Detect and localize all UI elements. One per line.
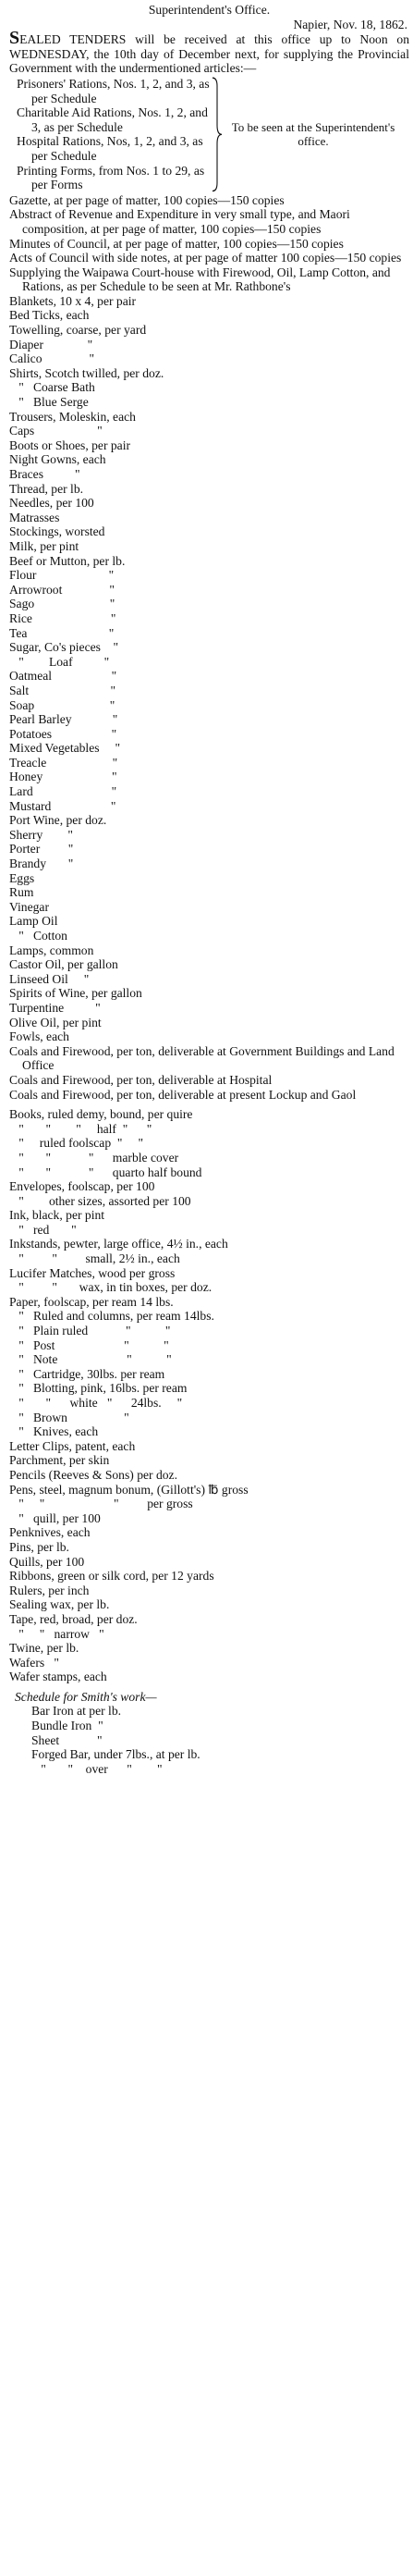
stationery-item: " Blotting, pink, 16lbs. per ream <box>9 1381 188 1396</box>
article-item: Bed Ticks, each <box>9 308 90 323</box>
stationery-item: " red " <box>9 1222 77 1237</box>
article-item: Turpentine " <box>9 1000 101 1015</box>
article-item: Towelling, coarse, per yard <box>9 323 147 338</box>
article-item: Treacle " <box>9 755 118 770</box>
stationery-item: Ribbons, green or silk cord, per 12 yards <box>9 1569 214 1584</box>
bracket-item: Charitable Aid Rations, Nos. 1, 2, and 3, as per Schedule <box>17 105 208 134</box>
stationery-item: Penknives, each <box>9 1525 91 1540</box>
article-item: Braces " <box>9 467 80 481</box>
stationery-item: " Cartridge, 30lbs. per ream <box>9 1366 165 1381</box>
stationery-item: Tape, red, broad, per doz. <box>9 1611 138 1626</box>
article-item: Night Gowns, each <box>9 452 106 467</box>
stationery-item: " Ruled and columns, per ream 14lbs. <box>9 1309 214 1324</box>
article-item: Salt " <box>9 683 116 697</box>
stationery-item: " Brown " <box>9 1410 129 1424</box>
stationery-item: Envelopes, foolscap, per 100 <box>9 1179 155 1194</box>
stationery-item: " " " quarto half bound <box>9 1165 202 1179</box>
stationery-item: " Post " " <box>9 1337 169 1352</box>
article-item: Trousers, Moleskin, each <box>9 409 136 424</box>
stationery-item: " " narrow " <box>9 1626 104 1641</box>
article-item: Boots or Shoes, per pair <box>9 438 131 452</box>
bracket-item: Printing Forms, from Nos. 1 to 29, as per Forms <box>17 163 205 192</box>
schedule-title: Schedule for Smith's work— <box>15 1689 157 1704</box>
stationery-item: " " small, 2½ in., each <box>9 1251 180 1266</box>
schedule-item: Bar Iron at per lb. <box>31 1704 122 1719</box>
schedule-item: " " over " " <box>31 1761 163 1776</box>
article-item: Rice " <box>9 610 116 625</box>
stationery-item: Paper, foolscap, per ream 14 lbs. <box>9 1294 174 1309</box>
article-item: Blankets, 10 x 4, per pair <box>9 293 137 308</box>
bracket-group <box>9 77 409 192</box>
stationery-item: " Plain ruled " " <box>9 1324 171 1338</box>
articles-list <box>9 294 409 1102</box>
stationery-item: " " " per gross <box>9 1497 193 1511</box>
stationery-item: Rulers, per inch <box>9 1583 90 1597</box>
stationery-item: Sealing wax, per lb. <box>9 1597 110 1612</box>
printing-item: Abstract of Revenue and Expenditure in very small type, and Maori composition, at per page of matter, 100 copies—150 copies <box>9 207 354 236</box>
article-item: Sago " <box>9 597 115 611</box>
article-item: Lamps, common <box>9 943 94 957</box>
article-item: Shirts, Scotch twilled, per doz. <box>9 365 164 380</box>
stationery-item: " quill, per 100 <box>9 1510 101 1525</box>
stationery-list <box>9 1107 409 1684</box>
article-item: Rum <box>9 885 34 900</box>
article-item: Coals and Firewood, per ton, deliverable at Hospital <box>9 1072 273 1087</box>
bracket-note: To be seen at the Superintendent's office. <box>231 120 395 149</box>
bracket-item: Hospital Rations, Nos, 1, 2, and 3, as per Schedule <box>17 134 203 163</box>
article-item: Coals and Firewood, per ton, deliverable at present Lockup and Gaol <box>9 1087 357 1102</box>
stationery-item: Pins, per lb. <box>9 1539 69 1554</box>
article-item: Caps " <box>9 424 103 438</box>
article-item: " Coarse Bath <box>9 380 95 395</box>
schedule-item: Sheet " <box>31 1732 103 1747</box>
article-item: Stockings, worsted <box>9 524 105 539</box>
article-item: Brandy " <box>9 857 74 871</box>
article-item: Thread, per lb. <box>9 481 84 496</box>
stationery-item: Wafers " <box>9 1655 59 1670</box>
stationery-item: " ruled foolscap " " <box>9 1136 144 1151</box>
article-item: Pearl Barley " <box>9 712 118 727</box>
stationery-item: Pencils (Reeves & Sons) per doz. <box>9 1467 177 1482</box>
article-item: Lard " <box>9 784 117 799</box>
printing-item: Acts of Council with side notes, at per page of matter 100 copies—150 copies <box>9 251 402 265</box>
article-item: Olive Oil, per pint <box>9 1015 102 1029</box>
printing-item: Gazette, at per page of matter, 100 copies—150 copies <box>9 192 285 207</box>
article-item: Potatoes " <box>9 726 117 741</box>
article-item: " Loaf " <box>9 654 110 669</box>
stationery-item: " other sizes, assorted per 100 <box>9 1193 191 1208</box>
article-item: Diaper " <box>9 337 93 351</box>
curly-brace-icon <box>211 77 224 192</box>
stationery-item: " Note " " <box>9 1352 172 1367</box>
article-item: Calico " <box>9 351 95 366</box>
drop-initial: S <box>9 28 20 49</box>
stationery-item: Letter Clips, patent, each <box>9 1438 136 1453</box>
article-item: Honey " <box>9 770 117 784</box>
article-item: Spirits of Wine, per gallon <box>9 986 142 1001</box>
office-heading: Superintendent's Office. <box>148 3 271 17</box>
article-item: Sugar, Co's pieces " <box>9 640 119 655</box>
article-item: " Cotton <box>9 929 67 943</box>
article-item: Mixed Vegetables " <box>9 741 121 756</box>
printing-item: Minutes of Council, at per page of matter, 100 copies—150 copies <box>9 236 344 251</box>
schedule-item: Forged Bar, under 7lbs., at per lb. <box>31 1747 200 1762</box>
article-item: Flour " <box>9 568 115 583</box>
article-item: Milk, per pint <box>9 538 79 553</box>
article-item: Tea " <box>9 625 115 640</box>
article-item: Fowls, each <box>9 1029 69 1044</box>
stationery-item: " " white " 24lbs. " <box>9 1396 183 1410</box>
article-item: Soap " <box>9 697 115 712</box>
stationery-item: Inkstands, pewter, large office, 4½ in., each <box>9 1237 228 1251</box>
stationery-item: " " " marble cover <box>9 1150 179 1165</box>
article-item: Sherry " <box>9 827 73 842</box>
article-item: Arrowroot " <box>9 582 115 597</box>
article-item: Lamp Oil <box>9 914 58 929</box>
stationery-item: Quills, per 100 <box>9 1554 85 1569</box>
article-item: Coals and Firewood, per ton, deliverable at Government Buildings and Land Office <box>9 1043 398 1073</box>
intro-paragraph <box>9 28 409 76</box>
stationery-item: " Knives, each <box>9 1424 99 1439</box>
article-item: Matrasses <box>9 510 60 524</box>
article-item: Needles, per 100 <box>9 496 94 511</box>
stationery-item: Books, ruled demy, bound, per quire <box>9 1107 193 1122</box>
bracket-item: Prisoners' Rations, Nos. 1, 2, and 3, as per Schedule <box>17 76 210 105</box>
article-item: Oatmeal " <box>9 669 117 684</box>
article-item: Mustard " <box>9 798 116 813</box>
article-item: " Blue Serge <box>9 395 89 410</box>
schedule-item: Bundle Iron " <box>31 1719 103 1733</box>
stationery-item: " " wax, in tin boxes, per doz. <box>9 1280 213 1295</box>
printing-item: Supplying the Waipawa Court-house with Firewood, Oil, Lamp Cotton, and Rations, as per Schedule to be seen at Mr. Rathbone's <box>9 265 394 294</box>
schedule-list <box>9 1704 409 1776</box>
article-item: Porter " <box>9 842 74 857</box>
stationery-item: Parchment, per skin <box>9 1453 110 1468</box>
article-item: Beef or Mutton, per lb. <box>9 553 126 568</box>
article-item: Eggs <box>9 870 35 885</box>
stationery-item: " " " half " " <box>9 1121 152 1136</box>
printing-list <box>9 193 409 294</box>
article-item: Vinegar <box>9 899 49 914</box>
stationery-item: Lucifer Matches, wood per gross <box>9 1265 176 1280</box>
intro-text: EALED TENDERS will be received at this office up to Noon on WEDNESDAY, the 10th day of December next, for supplying the Provincial Government with the undermentioned articles:— <box>9 32 409 76</box>
bracket-items <box>9 77 211 192</box>
article-item: Linseed Oil " <box>9 971 90 986</box>
article-item: Port Wine, per doz. <box>9 813 107 828</box>
stationery-item: Twine, per lb. <box>9 1641 79 1656</box>
stationery-item: Ink, black, per pint <box>9 1208 105 1223</box>
article-item: Castor Oil, per gallon <box>9 957 118 972</box>
stationery-item: Wafer stamps, each <box>9 1670 107 1684</box>
stationery-item: Pens, steel, magnum bonum, (Gillott's) ℔ gross <box>9 1482 249 1497</box>
dateline: Napier, Nov. 18, 1862. <box>293 17 407 31</box>
